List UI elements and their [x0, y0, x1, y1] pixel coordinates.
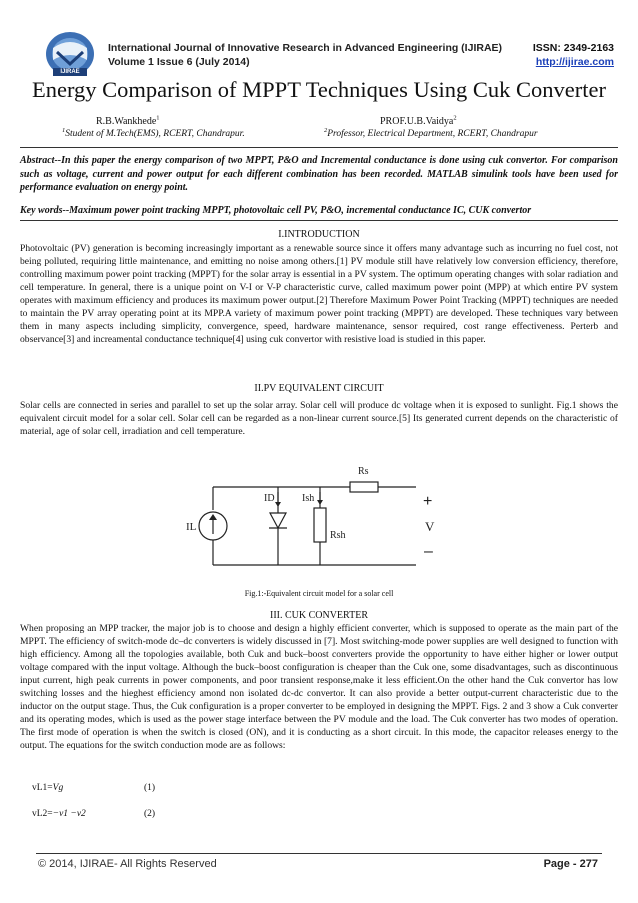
issn: ISSN: 2349-2163 — [532, 42, 614, 54]
equation-1: vL1=Vg — [32, 783, 64, 793]
equation-2-number: (2) — [144, 809, 156, 819]
label-id: ID — [264, 493, 275, 504]
label-ish: Ish — [302, 493, 315, 504]
journal-volume: Volume 1 Issue 6 (July 2014) — [108, 56, 250, 68]
keywords: Key words--Maximum power point tracking MPPT, photovoltaic cell PV, P&O, incremental conductance IC, CUK convertor — [20, 205, 532, 216]
footer-copyright: © 2014, IJIRAE- All Rights Reserved — [38, 858, 217, 870]
equation-1-number: (1) — [144, 783, 156, 793]
journal-header — [108, 41, 518, 69]
equation-2: vL2=−v1 −v2 — [32, 809, 86, 819]
label-plus: + — [423, 493, 433, 510]
divider — [20, 147, 618, 148]
divider — [20, 220, 618, 221]
journal-meta — [514, 41, 614, 69]
footer-page-number: Page - 277 — [543, 858, 598, 870]
section-heading-cuk: III. CUK CONVERTER — [269, 610, 368, 621]
section-heading-pv-circuit: II.PV EQUIVALENT CIRCUIT — [254, 383, 384, 394]
author-1-name: R.B.Wankhede$^1$ — [96, 114, 160, 127]
journal-name: International Journal of Innovative Research in Advanced Engineering (IJIRAE) — [108, 42, 503, 54]
journal-url-link[interactable]: http://ijirae.com — [535, 56, 614, 68]
label-il: IL — [186, 521, 197, 533]
paper-title: Energy Comparison of MPPT Techniques Using Cuk Converter — [31, 77, 606, 102]
section-heading-introduction: I.INTRODUCTION — [278, 229, 360, 240]
label-rs: Rs — [358, 466, 369, 477]
label-minus: – — [424, 543, 433, 560]
introduction-text: Photovoltaic (PV) generation is becoming increasingly important as a renewable source since it offers many advantage such as incurring no fuel cost, not being polluted, requiring little maintenance, and emitting no noise among others.[1] PV module still have relatively low conversion efficiency, therefore, controlling maximum power point tracking (MPPT) for the solar array is essential in a PV system. The optimum operating changes with solar radiation and cell temperature. In general, there is a unique point on V-I or V-P characteristic curve, called maximum power point (MPP) at which entire PV system operates with maximum efficiency and produces its maximum power output.[2] Therefore Maximum Power Point Tracking (MPPT) techniques are needed to maintain the PV array operating point at its MPP.A variety of maximum power point tracking (MPPT) are developed. These techniques vary between them in many aspects including simplicity, convergence, speed, hardware maintenance, sensor required, cost range effectiveness. Perterb and observance[3] and increamental conductance technique[4] using cuk convertor with resistive load is studied in this paper. — [20, 243, 618, 345]
label-v: V — [425, 519, 435, 534]
author-2-name: PROF.U.B.Vaidya$^2$ — [380, 114, 457, 127]
cuk-converter-text: When proposing an MPP tracker, the major job is to choose and design a highly efficient converter, which is supposed to operate as the main part of the MPPT. The efficiency of switch-mode dc–dc converters is widely discussed in [7]. Most switching-mode power supplies are well designed to function with high efficiency. Among all the topologies available, both Cuk and buck–boost converters provide the opportunity to have either higher or lower output voltage compared with the input voltage. Although the buck–boost configuration is cheaper than the Cuk one, some disadvantages, such as discontinuous input current, high peak currents in power components, and poor transient response,make it less efficient.On the other hand the Cuk convertor has low switching losses and the hieghest efficiency amond non isolated dc-dc convertor. It can also provide a better output-current characteristic due to the inductor on the output stage. Thus, the Cuk configuration is a proper converter to be employed in designing the MPPT. Figs. 2 and 3 show a Cuk converter and its operating modes, which is used as the power stage interface between the PV module and the load. The Cuk converter has two modes of operation. The first mode of operation is when the switch is closed (ON), and it is conducting as a short circuit. In this mode, the capacitor releases energy to the output. The equations for the switch conduction mode are as follows: — [20, 623, 618, 751]
figure-1-circuit — [180, 458, 460, 580]
author-1-affiliation: $^1$Student of M.Tech(EMS), RCERT, Chandrapur. — [62, 126, 245, 139]
pv-circuit-text: Solar cells are connected in series and parallel to set up the solar array. Solar cell will produce dc voltage when it is exposed to sunlight. Fig.1 shows the equivalent circuit model for a solar cell. Solar cell can be regarded as a non-linear current source.[5] Its generated current depends on the characteristic of material, age of solar cell, irradiation and cell temperature. — [20, 400, 618, 437]
author-2-affiliation: $^2$Professor, Electrical Department, RCERT, Chandrapur — [324, 126, 538, 139]
logo-text: IJIRAE — [60, 69, 80, 75]
footer-divider — [36, 853, 602, 854]
abstract: Abstract--In this paper the energy comparison of two MPPT, P&O and Incremental conductance is done using cuk convertor. For comparison such as voltage, current and power output for each different combination has been recorded. MATLAB simulink tools have been used for performance evaluation on energy point. — [20, 155, 618, 193]
figure-1-caption: Fig.1:-Equivalent circuit model for a solar cell — [244, 589, 394, 598]
journal-logo — [43, 30, 97, 80]
label-rsh: Rsh — [330, 530, 346, 541]
